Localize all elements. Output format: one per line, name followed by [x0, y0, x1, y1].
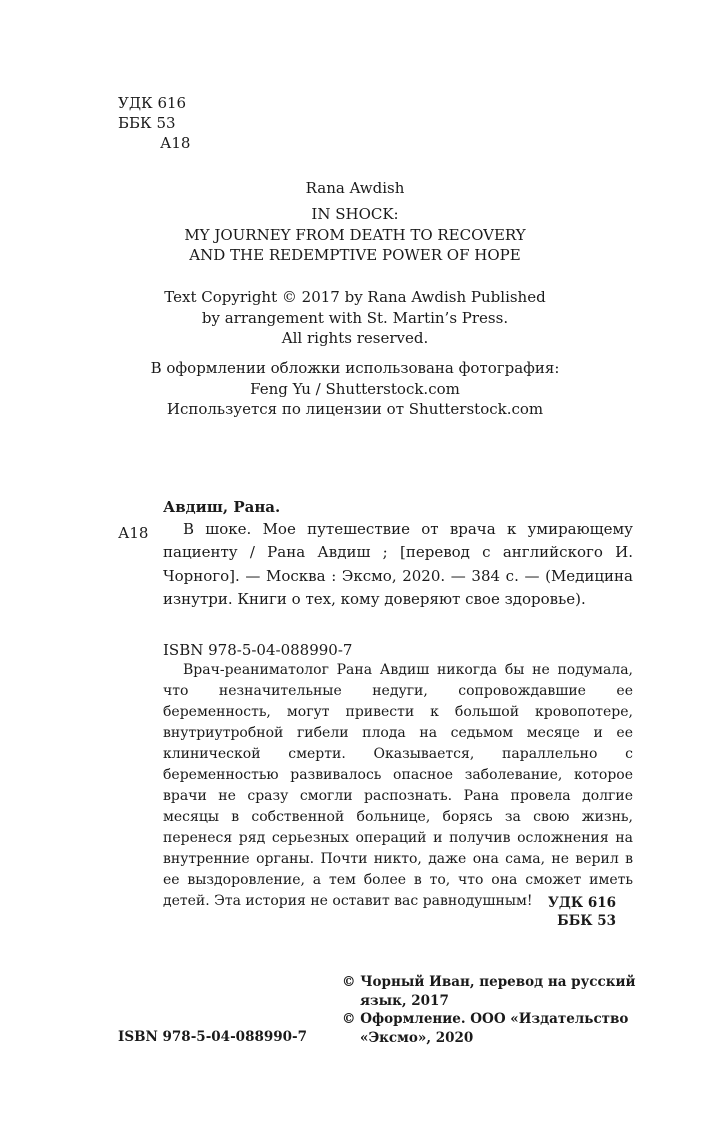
copyright-line: by arrangement with St. Martin’s Press.: [201, 308, 509, 327]
author-mark: А18: [160, 134, 191, 152]
copyright-notice: © Чорный Иван, перевод на русский язык, 2017: [342, 974, 636, 1009]
bbk-row: [118, 113, 190, 133]
original-copyright: [120, 287, 590, 349]
bottom-udk: УДК 616: [547, 895, 616, 911]
cover-photo-credit: [120, 358, 590, 420]
udk-value: 616: [157, 94, 187, 112]
bibliographic-code: А18: [118, 524, 149, 542]
isbn: ISBN 978-5-04-088990-7: [163, 641, 353, 659]
bottom-bbk: ББК 53: [557, 913, 616, 929]
classification-codes: [118, 93, 190, 153]
original-title: [120, 204, 590, 266]
original-author: Rana Awdish: [305, 179, 405, 197]
cover-note-line: В оформлении обложки использована фотография:: [150, 359, 560, 377]
copyright-line: Text Copyright © 2017 by Rana Awdish Published: [164, 288, 546, 306]
cover-note-line: Используется по лицензии от Shutterstock.com: [166, 400, 544, 418]
bbk-value: 53: [156, 114, 176, 132]
bottom-classification: [440, 894, 616, 930]
udk-label: УДК: [118, 94, 153, 112]
bbk-label: ББК: [118, 114, 152, 132]
original-title-line: IN SHOCK:: [311, 205, 399, 223]
original-title-line: AND THE REDEMPTIVE POWER OF HOPE: [189, 246, 521, 264]
isbn-footer: ISBN 978-5-04-088990-7: [118, 1029, 308, 1045]
original-title-line: MY JOURNEY FROM DEATH TO RECOVERY: [184, 225, 526, 244]
bibliographic-description: В шоке. Мое путешествие от врача к умирающему пациенту / Рана Авдиш ; [перевод с английского И. Чорного]. — Москва : Эксмо, 2020. — 384 с. — (Медицина изнутри. Книги о тех, кому доверяют свое здоровье).: [163, 520, 633, 608]
copyright-notice: © Оформление. ООО «Издательство «Эксмо», 2020: [342, 1011, 629, 1046]
cover-note-line: Feng Yu / Shutterstock.com: [250, 379, 460, 398]
copyright-line: All rights reserved.: [281, 329, 429, 347]
udk-row: [118, 93, 190, 113]
copyright-notices: [342, 973, 636, 1047]
bibliographic-heading: Авдиш, Рана.: [163, 498, 281, 516]
annotation: Врач-реаниматолог Рана Авдиш никогда бы не подумала, что незначительные недуги, сопровождавшие ее беременность, могут привести к большой кровопотере, внутриутробной гибели плода на седьмом месяце и ее клинической смерти. Оказывается, параллельно с беременностью развивалось опасное заболевание, которое врачи не сразу смогли распознать. Рана провела долгие месяцы в собственной больнице, борясь за свою жизнь, перенеся ряд серьезных операций и получив осложнения на внутренние органы. Почти никто, даже она сама, не верил в ее выздоровление, а тем более в то, что она сможет иметь детей. Эта история не оставит вас равнодушным!: [163, 662, 633, 909]
